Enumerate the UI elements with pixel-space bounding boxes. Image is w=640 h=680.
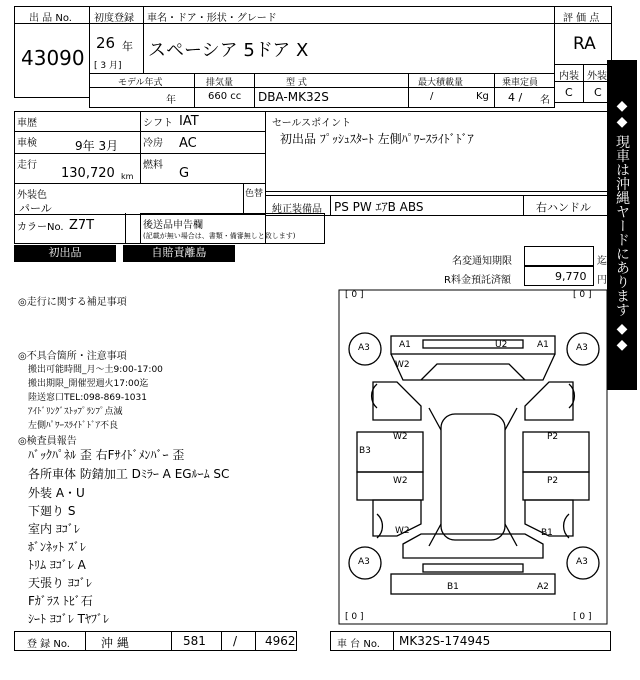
car-name-cell xyxy=(143,23,555,74)
report-line-3: 外装 A・U xyxy=(28,486,85,500)
max-load-unit: Kg xyxy=(476,91,489,102)
model-year-unit: 年 xyxy=(166,95,176,106)
note-line-1: 搬出可能時間_月～土9:00-17:00 xyxy=(28,365,163,375)
type-label: 型 式 xyxy=(286,78,307,88)
max-load-label: 最大積載量 xyxy=(418,78,464,88)
shift: IAT xyxy=(179,114,199,129)
car-diagram-svg xyxy=(337,288,609,626)
exterior-grade: C xyxy=(594,86,602,99)
interior-label-cell xyxy=(554,64,584,82)
exterior-label: 外装 xyxy=(587,71,607,82)
ext-color: パール xyxy=(19,202,52,215)
interior-grade-cell xyxy=(554,81,584,103)
notice-unit: 迄 xyxy=(597,256,607,267)
equipment-value: PS PW ｴｱB ABS xyxy=(334,200,424,214)
mark-a3-br: A3 xyxy=(576,557,588,567)
mark-b1-rear: B1 xyxy=(447,582,459,592)
inspector-title: ◎検査員報告 xyxy=(18,436,77,447)
year-unit: 年 xyxy=(122,40,133,53)
first-reg-year: 26 xyxy=(96,34,116,52)
mileage-history-label: 車歴 xyxy=(17,118,37,129)
score-label-cell xyxy=(554,6,612,24)
aircon-label: 冷房 xyxy=(143,138,163,149)
first-reg-label: 初度登録 xyxy=(94,13,134,24)
fuel: G xyxy=(179,166,190,181)
chassis-no: MK32S-174945 xyxy=(399,634,491,648)
bracket-tr: [ 0 ] xyxy=(573,290,592,300)
steering: 右ハンドル xyxy=(536,201,591,214)
mark-w2-left-rear: W2 xyxy=(393,476,408,486)
notice-value xyxy=(524,246,594,266)
mark-b3: B3 xyxy=(359,446,371,456)
mark-w2-left-front: W2 xyxy=(393,432,408,442)
insurance-badge: 自賠責離島 xyxy=(123,245,235,262)
first-listing-badge: 初出品 xyxy=(14,245,116,262)
mark-b1-side: B1 xyxy=(541,528,553,538)
mark-u2: U2 xyxy=(495,340,508,350)
lot-no: 43090 xyxy=(21,46,85,70)
recycle-value: 9,770 xyxy=(555,270,587,283)
defect-title: ◎不具合箇所・注意事項 xyxy=(18,351,127,362)
mileage-unit: km xyxy=(121,172,134,181)
note-line-4: ｱｲﾄﾞﾘﾝｸﾞｽﾄｯﾌﾟﾗﾝﾌﾟ点滅 xyxy=(28,407,123,417)
bracket-br: [ 0 ] xyxy=(573,612,592,622)
capacity-label: 乗車定員 xyxy=(502,78,539,88)
capacity: 4 / xyxy=(508,91,523,104)
note-line-2: 搬出期限_開催翌週火17:00迄 xyxy=(28,379,149,389)
report-line-5: 室内 ﾖｺﾞﾚ xyxy=(28,522,80,536)
ext-color-label: 外装色 xyxy=(17,190,47,201)
mark-a3-tl: A3 xyxy=(358,343,370,353)
report-line-9: Fｶﾞﾗｽ ﾄﾋﾞ石 xyxy=(28,594,93,608)
note-line-3: 陸送窓口TEL:098-869-1031 xyxy=(28,393,147,403)
reg-kana: / xyxy=(233,634,238,648)
interior-grade: C xyxy=(565,86,573,99)
first-reg-cell xyxy=(89,23,144,74)
bracket-bl: [ 0 ] xyxy=(345,612,364,622)
lot-no-label-cell xyxy=(14,6,90,24)
max-load: / xyxy=(430,91,434,102)
mark-p2-rear: P2 xyxy=(547,476,559,486)
displacement: 660 cc xyxy=(208,91,242,102)
equipment-label: 純正装備品 xyxy=(272,204,322,215)
report-line-1: ﾊﾞｯｸﾊﾟﾈﾙ 歪 右Fｻｲﾄﾞﾒﾝﾊﾞｰ 歪 xyxy=(28,448,185,462)
chassis-row xyxy=(330,631,611,651)
lot-no-cell xyxy=(14,23,90,98)
score-cell xyxy=(554,23,612,65)
inspection-label: 車検 xyxy=(17,138,37,149)
equipment-row xyxy=(265,195,611,216)
spec-row xyxy=(89,73,555,108)
fuel-label: 燃料 xyxy=(143,160,163,171)
side-banner: ◆◆ 現車は沖縄ヤードにあります ◆◆ xyxy=(607,60,637,390)
car-name-label: 車名・ドア・形状・グレード xyxy=(147,13,277,24)
bracket-tl: [ 0 ] xyxy=(345,290,364,300)
car-diagram xyxy=(337,288,609,626)
sales-point-box xyxy=(265,111,611,192)
reg-num: 4962 xyxy=(265,634,296,648)
sales-point-label: セールスポイント xyxy=(272,118,352,129)
rear-report-cell xyxy=(140,213,325,244)
reg-place: 沖 縄 xyxy=(101,636,129,650)
car-name-label-cell xyxy=(143,6,555,24)
mark-w2-front: W2 xyxy=(395,360,410,370)
mark-a2: A2 xyxy=(537,582,549,592)
report-line-4: 下廻り S xyxy=(28,504,76,518)
score: RA xyxy=(573,34,596,54)
shift-label: シフト xyxy=(143,118,173,129)
score-label: 評 価 点 xyxy=(563,13,600,24)
mark-a1-right: A1 xyxy=(537,340,549,350)
color-change-label: 色替 xyxy=(245,189,264,199)
reg-label: 登 録 No. xyxy=(27,639,70,650)
rear-report-label: 後送品申告欄 xyxy=(143,220,203,231)
note-line-5: 左側ﾊﾟﾜｰｽﾗｲﾄﾞﾄﾞｱ不良 xyxy=(28,421,119,431)
recycle-unit: 円 xyxy=(597,275,607,286)
recycle-cell xyxy=(524,266,594,286)
registration-row xyxy=(14,631,297,651)
displacement-label: 排気量 xyxy=(206,78,234,88)
color-no-label: カラーNo. xyxy=(17,222,64,233)
type: DBA-MK32S xyxy=(258,90,329,104)
sales-point-text: 初出品 ﾌﾟｯｼｭｽﾀｰﾄ 左側ﾊﾟﾜｰｽﾗｲﾄﾞﾄﾞｱ xyxy=(280,132,474,146)
aircon: AC xyxy=(179,136,197,151)
report-line-7: ﾄﾘﾑ ﾖｺﾞﾚ A xyxy=(28,558,86,572)
color-no: Z7T xyxy=(69,218,95,233)
mileage: 130,720 xyxy=(61,166,115,181)
report-line-6: ﾎﾞﾝﾈｯﾄ ｽﾞﾚ xyxy=(28,540,86,554)
mark-a3-bl: A3 xyxy=(358,557,370,567)
report-line-10: ｼｰﾄ ﾖｺﾞﾚ Tﾔﾌﾞﾚ xyxy=(28,612,109,626)
capacity-unit: 名 xyxy=(540,95,550,106)
notice-label: 名変通知期限 xyxy=(452,256,512,267)
mileage-label: 走行 xyxy=(17,160,37,171)
report-line-8: 天張り ﾖｺﾞﾚ xyxy=(28,576,92,590)
first-reg-month: [ 3 月] xyxy=(94,61,122,71)
lot-no-label: 出 品 No. xyxy=(29,13,72,24)
mark-p2-front: P2 xyxy=(547,432,559,442)
reg-class: 581 xyxy=(183,634,206,648)
recycle-label: R料金預託済額 xyxy=(444,275,511,286)
mark-a3-tr: A3 xyxy=(576,343,588,353)
inspection: 9年 3月 xyxy=(75,139,119,153)
supplement-title: ◎走行に関する補足事項 xyxy=(18,297,127,308)
report-line-2: 各所車体 防錆加工 Dﾐﾗｰ A EGﾙｰﾑ SC xyxy=(28,467,230,481)
interior-label: 内装 xyxy=(559,71,579,82)
mark-a1-left: A1 xyxy=(399,340,411,350)
rear-report-note: (記載が無い場合は、書類・備審無しと致します) xyxy=(143,232,296,240)
model-year-label: モデル年式 xyxy=(118,78,163,88)
mark-w2-rear: W2 xyxy=(395,526,410,536)
first-reg-label-cell xyxy=(89,6,144,24)
car-name: スペーシア 5ドア X xyxy=(148,40,309,61)
chassis-label: 車 台 No. xyxy=(337,639,380,650)
